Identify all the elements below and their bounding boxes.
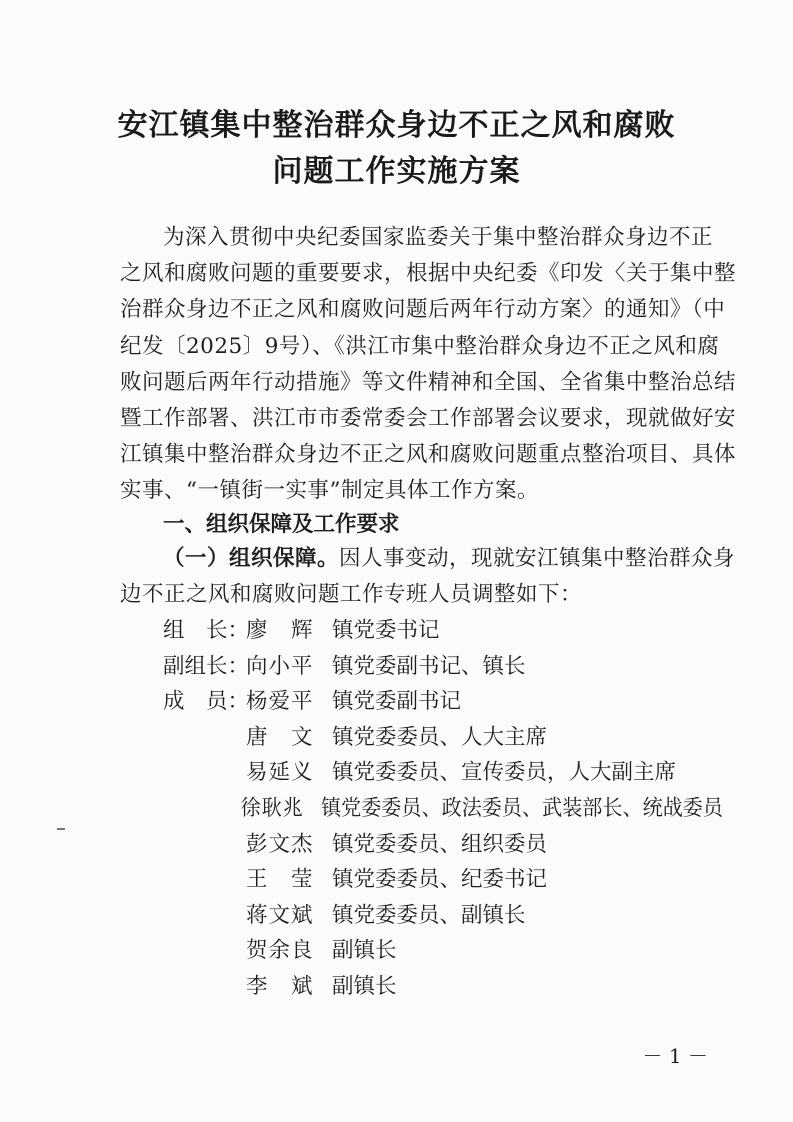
member-role: 成 员：: [163, 689, 250, 715]
intro-line: 败问题后两年行动措施》等文件精神和全国、全省集中整治总结: [120, 369, 737, 395]
member-row: [163, 934, 397, 968]
intro-line: 为深入贯彻中央纪委国家监委关于集中整治群众身边不正: [163, 225, 714, 250]
member-row: [163, 828, 547, 862]
member-role: 组 长：: [163, 618, 250, 643]
member-post: 副镇长: [332, 938, 397, 964]
member-post: 镇党委委员、宣传委员，人大副主席: [332, 760, 677, 786]
member-post: 镇党委委员、政法委员、武装部长、统战委员: [320, 796, 724, 821]
member-name: 蒋文斌: [246, 902, 314, 928]
subsection-line: 边不正之风和腐败问题工作专班人员调整如下：: [120, 582, 583, 608]
member-post: 镇党委委员、纪委书记: [332, 867, 548, 893]
member-row: [163, 614, 440, 648]
document-title-line1: 安江镇集中整治群众身边不正之风和腐败: [117, 108, 676, 143]
intro-line: 治群众身边不正之风和腐败问题后两年行动方案〉的通知》（中: [120, 297, 726, 323]
subsection-label: （一）组织保障。: [163, 546, 340, 571]
document-title-line2: 问题工作实施方案: [272, 154, 521, 189]
subsection-text: 因人事变动，现就安江镇集中整治群众身: [339, 546, 736, 571]
member-post: 镇党委委员、组织委员: [332, 831, 548, 857]
member-name: 杨爱平: [246, 689, 314, 715]
intro-line: 实事、“一镇街一实事”制定具体工作方案。: [120, 478, 539, 504]
subsection-line: [120, 541, 736, 577]
member-row: [163, 685, 461, 719]
member-post: 镇党委委员、人大主席: [332, 724, 548, 750]
member-row: [163, 650, 526, 684]
scan-mark: [57, 828, 65, 830]
member-role: 副组长：: [163, 653, 250, 679]
member-post: 镇党委书记: [332, 618, 440, 643]
member-name: 彭文杰: [246, 831, 314, 857]
member-row: [163, 899, 526, 933]
section-heading: 一、组织保障及工作要求: [163, 512, 400, 537]
member-name: 徐耿兆: [240, 796, 304, 821]
member-name: 唐 文: [246, 724, 314, 750]
member-name: 李 斌: [246, 974, 314, 999]
member-name: 廖 辉: [246, 618, 314, 643]
member-row: [163, 721, 547, 755]
intro-line: 暨工作部署、洪江市市委常委会工作部署会议要求，现就做好安: [120, 406, 737, 432]
member-row: [163, 756, 676, 790]
member-name: 易延义: [246, 760, 314, 786]
member-row: [163, 970, 397, 1004]
intro-line: 之风和腐败问题的重要要求，根据中央纪委《印发〈关于集中整: [120, 261, 737, 287]
member-name: 贺余良: [246, 938, 314, 964]
member-post: 镇党委副书记、镇长: [332, 653, 526, 679]
member-row: [163, 863, 547, 897]
member-name: 向小平: [246, 653, 314, 679]
member-post: 副镇长: [332, 974, 397, 999]
member-post: 镇党委委员、副镇长: [332, 902, 526, 928]
subsection-paragraph: [120, 541, 736, 613]
intro-paragraph: [120, 220, 737, 510]
intro-line: 纪发〔2025〕9号）、《洪江市集中整治群众身边不正之风和腐: [120, 333, 720, 359]
member-post: 镇党委副书记: [332, 689, 462, 715]
member-name: 王 莹: [246, 867, 314, 893]
intro-line: 江镇集中整治群众身边不正之风和腐败问题重点整治项目、具体: [120, 442, 737, 468]
member-row: [163, 792, 723, 826]
page-number: － 1 －: [642, 1044, 708, 1068]
